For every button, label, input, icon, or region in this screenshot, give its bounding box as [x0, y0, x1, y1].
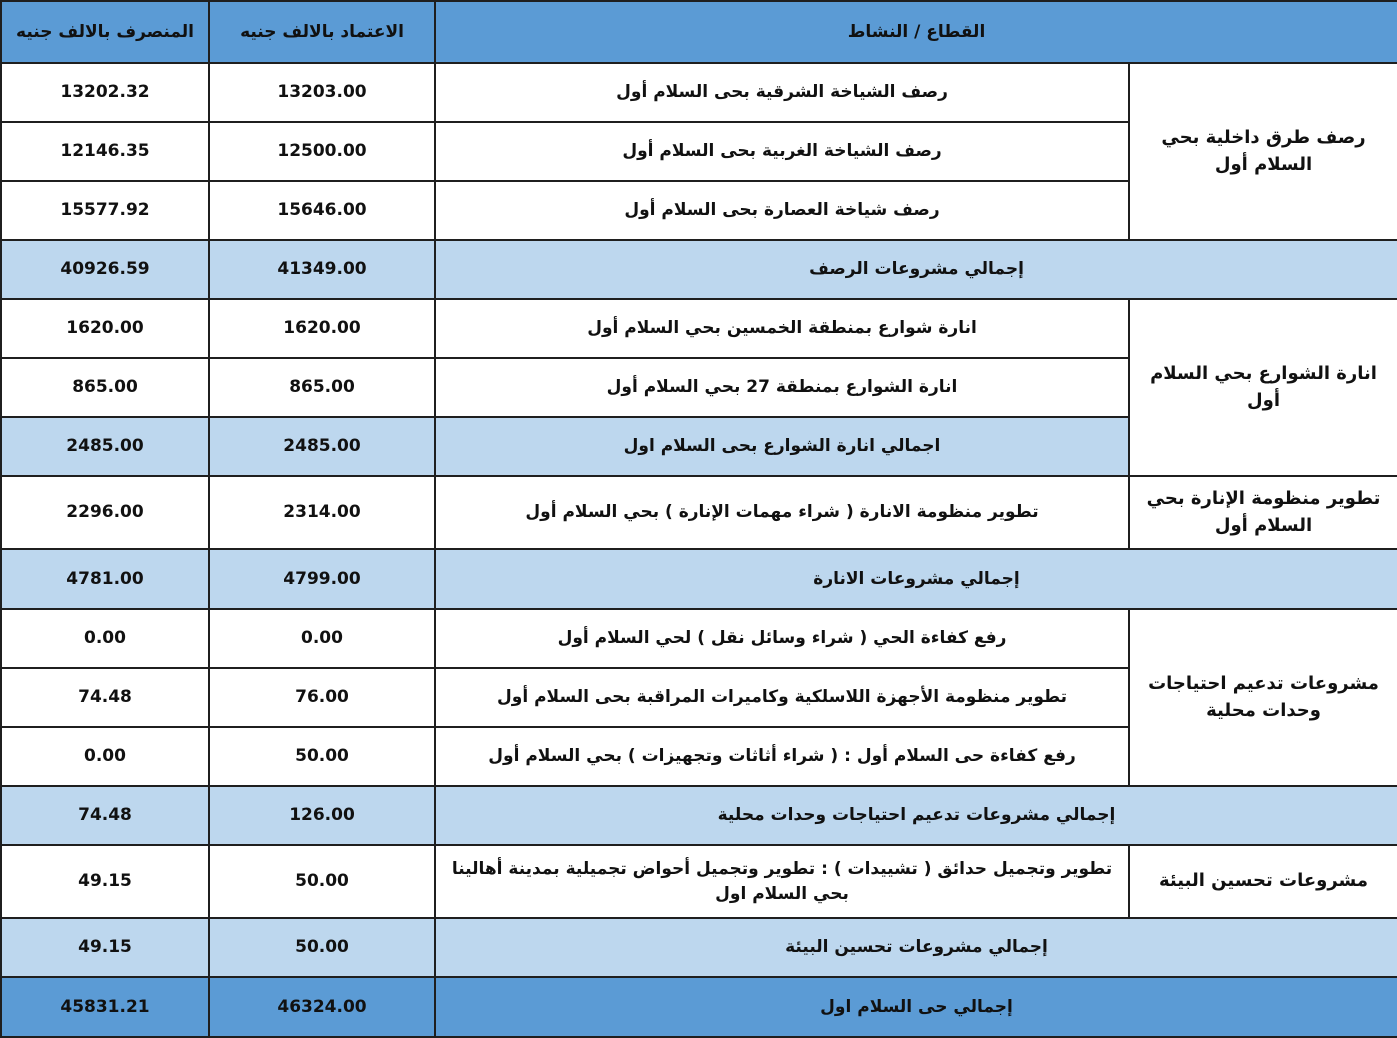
- activity-cell: تطوير منظومة الانارة ( شراء مهمات الإنارة ) بحي السلام أول: [435, 476, 1129, 549]
- total-label: إجمالي مشروعات تحسين البيئة: [435, 918, 1397, 977]
- activity-cell: تطوير منظومة الأجهزة اللاسلكية وكاميرات المراقبة بحى السلام أول: [435, 668, 1129, 727]
- header-spent: المنصرف بالالف جنيه: [1, 1, 209, 63]
- activity-cell: رفع كفاءة الحي ( شراء وسائل نقل ) لحي السلام أول: [435, 609, 1129, 668]
- sector-cell-lighting-dev: تطوير منظومة الإنارة بحي السلام أول: [1129, 476, 1397, 549]
- spent-cell: 2296.00: [1, 476, 209, 549]
- table-row: [1, 63, 1397, 122]
- total-spent: 40926.59: [1, 240, 209, 299]
- spent-cell: 15577.92: [1, 181, 209, 240]
- spent-cell: 74.48: [1, 668, 209, 727]
- budget-cell: 50.00: [209, 727, 435, 786]
- spent-cell: 0.00: [1, 727, 209, 786]
- total-row-lighting: [1, 549, 1397, 609]
- total-spent: 4781.00: [1, 549, 209, 609]
- sector-cell-local-units: مشروعات تدعيم احتياجات وحدات محلية: [1129, 609, 1397, 786]
- budget-cell: 1620.00: [209, 299, 435, 358]
- table-row: [1, 609, 1397, 668]
- budget-cell: 865.00: [209, 358, 435, 417]
- total-budget: 41349.00: [209, 240, 435, 299]
- total-label: إجمالي مشروعات الرصف: [435, 240, 1397, 299]
- spent-cell: 13202.32: [1, 63, 209, 122]
- budget-cell: 2314.00: [209, 476, 435, 549]
- sector-cell-environment: مشروعات تحسين البيئة: [1129, 845, 1397, 918]
- table-row: [1, 845, 1397, 918]
- grand-total-spent: 45831.21: [1, 977, 209, 1037]
- budget-cell: 12500.00: [209, 122, 435, 181]
- total-budget: 126.00: [209, 786, 435, 845]
- sector-cell-paving: رصف طرق داخلية بحي السلام أول: [1129, 63, 1397, 240]
- table-row: [1, 299, 1397, 358]
- table-row: [1, 476, 1397, 549]
- total-budget: 4799.00: [209, 549, 435, 609]
- grand-total-row: [1, 977, 1397, 1037]
- budget-cell: 76.00: [209, 668, 435, 727]
- grand-total-budget: 46324.00: [209, 977, 435, 1037]
- activity-cell: رصف شياخة العصارة بحى السلام أول: [435, 181, 1129, 240]
- activity-cell: انارة الشوارع بمنطقة 27 بحي السلام أول: [435, 358, 1129, 417]
- budget-cell: 13203.00: [209, 63, 435, 122]
- spent-cell: 1620.00: [1, 299, 209, 358]
- total-label: إجمالي مشروعات الانارة: [435, 549, 1397, 609]
- total-label: إجمالي مشروعات تدعيم احتياجات وحدات محلية: [435, 786, 1397, 845]
- subtotal-spent: 2485.00: [1, 417, 209, 476]
- activity-cell: انارة شوارع بمنطقة الخمسين بحي السلام أول: [435, 299, 1129, 358]
- grand-total-label: إجمالي حى السلام اول: [435, 977, 1397, 1037]
- total-spent: 49.15: [1, 918, 209, 977]
- spent-cell: 12146.35: [1, 122, 209, 181]
- activity-cell: تطوير وتجميل حدائق ( تشييدات ) : تطوير وتجميل أحواض تجميلية بمدينة أهالينا بحي السلام اول: [435, 845, 1129, 918]
- header-budget: الاعتماد بالالف جنيه: [209, 1, 435, 63]
- budget-cell: 15646.00: [209, 181, 435, 240]
- sector-cell-streetlighting: انارة الشوارع بحي السلام أول: [1129, 299, 1397, 476]
- total-budget: 50.00: [209, 918, 435, 977]
- budget-cell: 50.00: [209, 845, 435, 918]
- spent-cell: 49.15: [1, 845, 209, 918]
- total-spent: 74.48: [1, 786, 209, 845]
- header-sector: القطاع / النشاط: [435, 1, 1397, 63]
- total-row-paving: [1, 240, 1397, 299]
- activity-cell: رصف الشياخة الغربية بحى السلام أول: [435, 122, 1129, 181]
- activity-cell: رصف الشياخة الشرقية بحى السلام أول: [435, 63, 1129, 122]
- spent-cell: 0.00: [1, 609, 209, 668]
- subtotal-budget: 2485.00: [209, 417, 435, 476]
- total-row-environment: [1, 918, 1397, 977]
- subtotal-label: اجمالي انارة الشوارع بحى السلام اول: [435, 417, 1129, 476]
- header-row: [1, 1, 1397, 63]
- total-row-local-units: [1, 786, 1397, 845]
- activity-cell: رفع كفاءة حى السلام أول : ( شراء أثاثات وتجهيزات ) بحي السلام أول: [435, 727, 1129, 786]
- budget-cell: 0.00: [209, 609, 435, 668]
- spent-cell: 865.00: [1, 358, 209, 417]
